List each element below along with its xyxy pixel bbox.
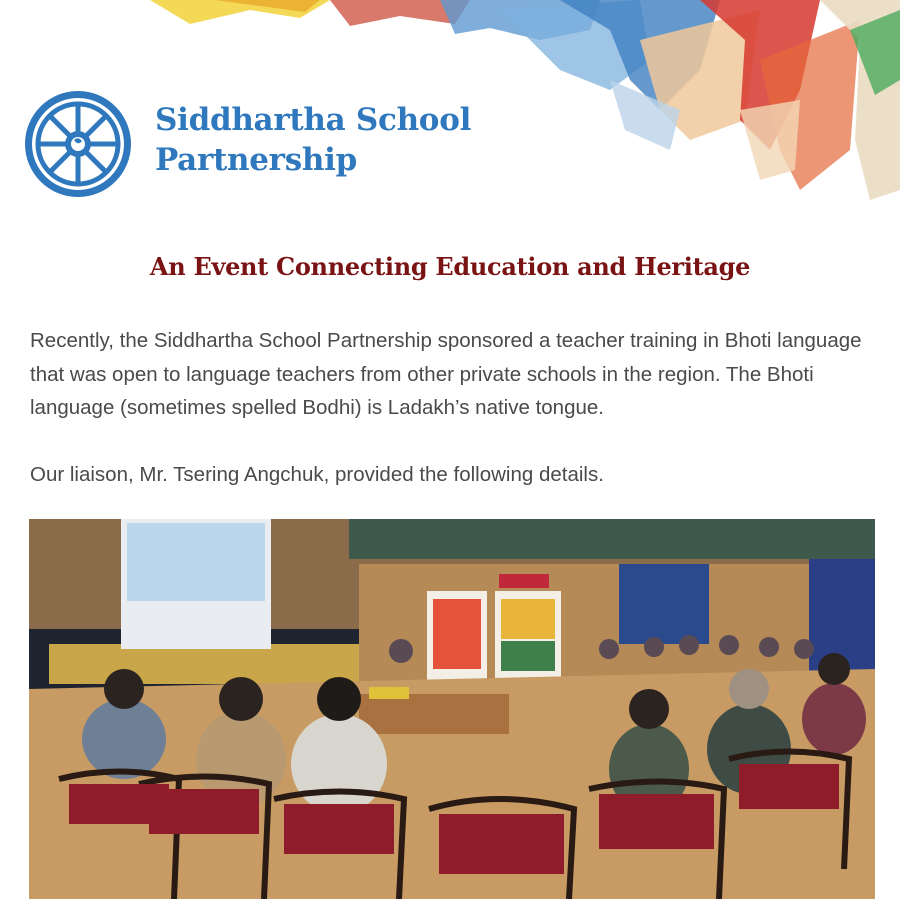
event-photo (29, 519, 875, 899)
article-paragraph-2: Our liaison, Mr. Tsering Angchuk, provided the following details. (30, 463, 604, 486)
article-headline: An Event Connecting Education and Heritage (149, 252, 751, 281)
article-paragraph-1: Recently, the Siddhartha School Partnership sponsored a teacher training in Bhoti language that was open to language teachers from other private schools in the region. The Bhoti language (sometimes spelled Bodhi) is Ladakh’s native tongue. (30, 329, 862, 419)
brand-line-1: Siddhartha School (155, 102, 472, 138)
brand-name (155, 100, 471, 180)
brand-line-2: Partnership (155, 142, 357, 178)
dharma-wheel-icon (22, 88, 134, 200)
